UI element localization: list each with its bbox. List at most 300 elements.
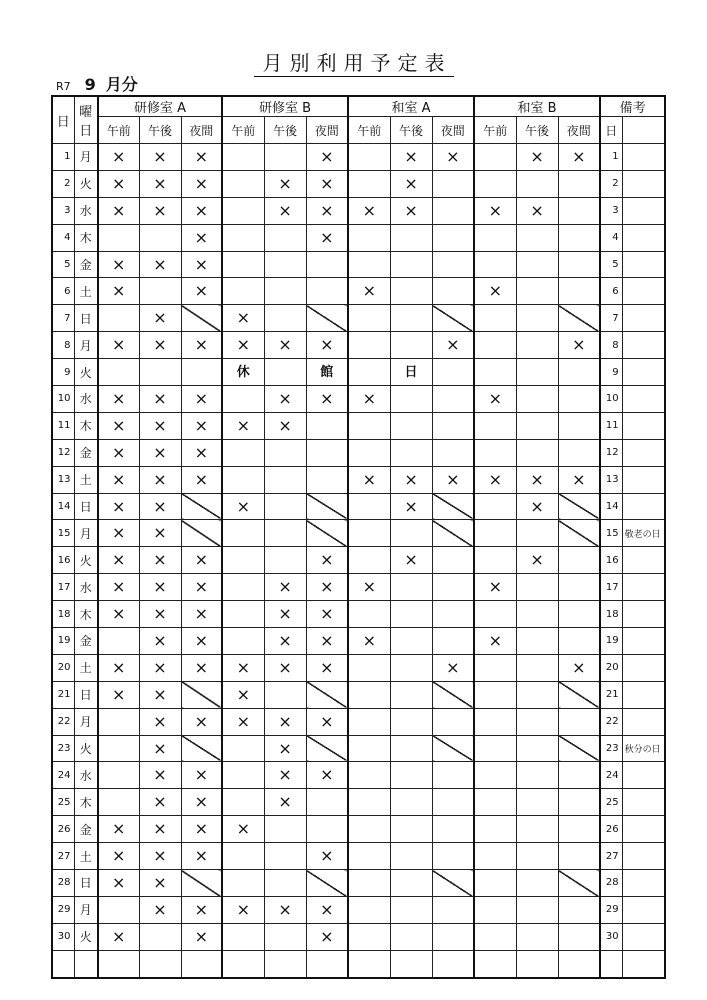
empty-slot [98, 708, 139, 735]
booked-mark: × [98, 466, 139, 493]
booked-mark: × [306, 574, 348, 601]
day-number: 9 [52, 359, 74, 386]
booked-mark: × [222, 708, 264, 735]
booked-mark: × [139, 654, 181, 681]
booked-mark: × [432, 144, 474, 171]
note-text [622, 574, 665, 601]
day-number: 20 [52, 654, 74, 681]
booked-mark: × [516, 466, 558, 493]
day-number: 8 [52, 332, 74, 359]
empty-slot [348, 950, 390, 977]
note-text [622, 170, 665, 197]
empty-slot [222, 224, 264, 251]
empty-slot [432, 950, 474, 977]
day-number: 6 [52, 278, 74, 305]
booked-mark: × [139, 762, 181, 789]
weekday: 土 [74, 278, 98, 305]
booked-mark: × [348, 466, 390, 493]
schedule-row [52, 574, 665, 601]
empty-slot [222, 520, 264, 547]
booked-mark: × [181, 628, 222, 655]
unavailable-slash [432, 493, 474, 520]
empty-slot [139, 950, 181, 977]
unavailable-slash [432, 681, 474, 708]
empty-slot [558, 601, 600, 628]
empty-slot [390, 843, 432, 870]
note-text [622, 251, 665, 278]
empty-slot [432, 224, 474, 251]
booked-mark: × [181, 144, 222, 171]
empty-slot [516, 170, 558, 197]
empty-slot [264, 493, 306, 520]
empty-slot [264, 144, 306, 171]
note-text [622, 278, 665, 305]
notes-day-number: 10 [600, 386, 622, 413]
weekday: 金 [74, 628, 98, 655]
notes-day-number: 11 [600, 412, 622, 439]
day-number: 15 [52, 520, 74, 547]
booked-mark: × [98, 412, 139, 439]
note-text [622, 789, 665, 816]
schedule-row [52, 735, 665, 762]
booked-mark: × [98, 923, 139, 950]
note-text [622, 305, 665, 332]
unavailable-slash [181, 493, 222, 520]
booked-mark: × [264, 628, 306, 655]
booked-mark: × [139, 439, 181, 466]
empty-slot [516, 224, 558, 251]
notes-text-header [622, 117, 665, 144]
empty-slot [264, 681, 306, 708]
booked-mark: × [306, 762, 348, 789]
empty-slot [558, 762, 600, 789]
note-text [622, 843, 665, 870]
weekday: 水 [74, 574, 98, 601]
booked-mark: × [390, 197, 432, 224]
empty-slot [348, 708, 390, 735]
booked-mark: × [181, 654, 222, 681]
empty-slot [348, 654, 390, 681]
day-number: 18 [52, 601, 74, 628]
day-number: 27 [52, 843, 74, 870]
weekday: 日 [74, 493, 98, 520]
notes-day-number [600, 950, 622, 977]
booked-mark: × [264, 735, 306, 762]
booked-mark: × [306, 654, 348, 681]
booked-mark: × [558, 332, 600, 359]
unavailable-slash [558, 305, 600, 332]
empty-slot [558, 386, 600, 413]
unavailable-slash [306, 305, 348, 332]
empty-slot [222, 870, 264, 897]
booked-mark: × [98, 601, 139, 628]
period-label [56, 72, 138, 94]
schedule-row [52, 386, 665, 413]
empty-slot [474, 224, 516, 251]
note-text [622, 197, 665, 224]
booked-mark: × [222, 681, 264, 708]
empty-slot [474, 789, 516, 816]
empty-slot [432, 574, 474, 601]
empty-slot [306, 278, 348, 305]
booked-mark: × [181, 574, 222, 601]
booked-mark: × [222, 816, 264, 843]
empty-slot [264, 305, 306, 332]
era-label: R7 [56, 80, 71, 93]
notes-day-number: 12 [600, 439, 622, 466]
schedule-row [52, 197, 665, 224]
weekday [74, 950, 98, 977]
weekday: 木 [74, 412, 98, 439]
booked-mark: × [181, 816, 222, 843]
empty-slot [558, 278, 600, 305]
notes-day-number: 25 [600, 789, 622, 816]
booked-mark: × [98, 197, 139, 224]
empty-slot [222, 601, 264, 628]
weekday: 金 [74, 816, 98, 843]
booked-mark: × [139, 412, 181, 439]
empty-slot [432, 789, 474, 816]
empty-slot [264, 359, 306, 386]
booked-mark: × [558, 144, 600, 171]
empty-slot [98, 950, 139, 977]
notes-day-number: 6 [600, 278, 622, 305]
weekday: 火 [74, 547, 98, 574]
empty-slot [474, 762, 516, 789]
empty-slot [348, 789, 390, 816]
empty-slot [348, 412, 390, 439]
empty-slot [432, 923, 474, 950]
booked-mark: × [264, 762, 306, 789]
empty-slot [432, 762, 474, 789]
booked-mark: × [222, 305, 264, 332]
empty-slot [516, 628, 558, 655]
booked-mark: × [181, 601, 222, 628]
unavailable-slash [558, 870, 600, 897]
booked-mark: × [181, 412, 222, 439]
closed-label: 休 [222, 359, 264, 386]
empty-slot [516, 278, 558, 305]
notes-day-number: 23 [600, 735, 622, 762]
empty-slot [306, 412, 348, 439]
empty-slot [558, 439, 600, 466]
empty-slot [348, 547, 390, 574]
booked-mark: × [264, 896, 306, 923]
empty-slot [516, 950, 558, 977]
day-number: 10 [52, 386, 74, 413]
schedule-table [51, 95, 666, 979]
schedule-row [52, 520, 665, 547]
day-number [52, 950, 74, 977]
empty-slot [474, 144, 516, 171]
empty-slot [432, 170, 474, 197]
note-text [622, 493, 665, 520]
empty-slot [516, 654, 558, 681]
empty-slot [264, 439, 306, 466]
empty-slot [558, 359, 600, 386]
booked-mark: × [516, 547, 558, 574]
weekday: 木 [74, 789, 98, 816]
empty-slot [516, 601, 558, 628]
booked-mark: × [306, 386, 348, 413]
booked-mark: × [181, 708, 222, 735]
note-text [622, 386, 665, 413]
booked-mark: × [516, 197, 558, 224]
booked-mark: × [139, 170, 181, 197]
schedule-row [52, 681, 665, 708]
note-text [622, 923, 665, 950]
empty-slot [348, 735, 390, 762]
weekday: 土 [74, 654, 98, 681]
empty-slot [474, 870, 516, 897]
empty-slot [222, 278, 264, 305]
month-number: 9 [84, 75, 96, 94]
booked-mark: × [306, 224, 348, 251]
booked-mark: × [474, 197, 516, 224]
booked-mark: × [432, 654, 474, 681]
empty-slot [390, 816, 432, 843]
empty-slot [181, 359, 222, 386]
empty-slot [139, 224, 181, 251]
empty-slot [264, 466, 306, 493]
period-header: 午後 [516, 117, 558, 144]
schedule-row [52, 762, 665, 789]
unavailable-slash [306, 681, 348, 708]
empty-slot [432, 197, 474, 224]
booked-mark: × [139, 816, 181, 843]
booked-mark: × [348, 574, 390, 601]
empty-slot [390, 789, 432, 816]
booked-mark: × [181, 332, 222, 359]
note-text [622, 412, 665, 439]
empty-slot [390, 950, 432, 977]
empty-slot [348, 923, 390, 950]
empty-slot [348, 843, 390, 870]
booked-mark: × [222, 412, 264, 439]
booked-mark: × [181, 466, 222, 493]
empty-slot [432, 843, 474, 870]
empty-slot [348, 170, 390, 197]
unavailable-slash [181, 870, 222, 897]
booked-mark: × [306, 170, 348, 197]
weekday: 火 [74, 923, 98, 950]
closed-label: 日 [390, 359, 432, 386]
notes-day-number: 29 [600, 896, 622, 923]
empty-slot [222, 628, 264, 655]
empty-slot [474, 547, 516, 574]
period-header: 夜間 [306, 117, 348, 144]
empty-slot [264, 950, 306, 977]
empty-slot [558, 574, 600, 601]
notes-day-number: 19 [600, 628, 622, 655]
booked-mark: × [222, 896, 264, 923]
empty-slot [306, 816, 348, 843]
booked-mark: × [98, 681, 139, 708]
empty-slot [474, 896, 516, 923]
room-header: 研修室 B [222, 96, 348, 117]
unavailable-slash [306, 735, 348, 762]
empty-slot [558, 251, 600, 278]
booked-mark: × [98, 574, 139, 601]
empty-slot [348, 493, 390, 520]
booked-mark: × [139, 628, 181, 655]
booked-mark: × [306, 896, 348, 923]
booked-mark: × [139, 843, 181, 870]
empty-slot [348, 144, 390, 171]
weekday: 月 [74, 332, 98, 359]
note-text [622, 144, 665, 171]
booked-mark: × [181, 197, 222, 224]
booked-mark: × [139, 251, 181, 278]
empty-slot [98, 305, 139, 332]
empty-slot [222, 923, 264, 950]
notes-day-number: 4 [600, 224, 622, 251]
weekday: 水 [74, 762, 98, 789]
empty-slot [222, 574, 264, 601]
booked-mark: × [264, 412, 306, 439]
empty-slot [516, 896, 558, 923]
empty-slot [432, 816, 474, 843]
schedule-row [52, 708, 665, 735]
schedule-row [52, 493, 665, 520]
empty-slot [432, 251, 474, 278]
empty-slot [139, 923, 181, 950]
empty-slot [306, 466, 348, 493]
booked-mark: × [98, 547, 139, 574]
unavailable-slash [432, 305, 474, 332]
booked-mark: × [139, 305, 181, 332]
unavailable-slash [306, 493, 348, 520]
note-text [622, 896, 665, 923]
weekday: 土 [74, 843, 98, 870]
schedule-row [52, 332, 665, 359]
booked-mark: × [181, 278, 222, 305]
day-number: 1 [52, 144, 74, 171]
empty-slot [222, 170, 264, 197]
note-text: 敬老の日 [622, 520, 665, 547]
empty-slot [348, 520, 390, 547]
booked-mark: × [474, 386, 516, 413]
empty-slot [222, 197, 264, 224]
booked-mark: × [139, 789, 181, 816]
empty-slot [222, 251, 264, 278]
notes-day-number: 3 [600, 197, 622, 224]
day-number: 22 [52, 708, 74, 735]
empty-slot [348, 681, 390, 708]
empty-slot [390, 332, 432, 359]
weekday: 水 [74, 197, 98, 224]
empty-slot [432, 359, 474, 386]
empty-slot [348, 870, 390, 897]
booked-mark: × [348, 628, 390, 655]
empty-slot [516, 708, 558, 735]
empty-slot [474, 439, 516, 466]
booked-mark: × [98, 520, 139, 547]
period-header: 午後 [264, 117, 306, 144]
empty-slot [474, 816, 516, 843]
notes-day-number: 28 [600, 870, 622, 897]
note-text [622, 681, 665, 708]
empty-slot [474, 654, 516, 681]
page-title: 月別利用予定表 [0, 47, 707, 76]
booked-mark: × [390, 170, 432, 197]
booked-mark: × [181, 224, 222, 251]
empty-slot [474, 708, 516, 735]
empty-slot [558, 412, 600, 439]
empty-slot [516, 816, 558, 843]
room-header: 和室 B [474, 96, 600, 117]
weekday-header: 曜日 [74, 96, 98, 144]
booked-mark: × [139, 386, 181, 413]
notes-day-number: 5 [600, 251, 622, 278]
empty-slot [390, 251, 432, 278]
day-number: 11 [52, 412, 74, 439]
empty-slot [222, 439, 264, 466]
booked-mark: × [432, 466, 474, 493]
weekday: 火 [74, 170, 98, 197]
day-number: 30 [52, 923, 74, 950]
unavailable-slash [306, 870, 348, 897]
unavailable-slash [181, 305, 222, 332]
booked-mark: × [558, 466, 600, 493]
schedule-row [52, 224, 665, 251]
schedule-row [52, 896, 665, 923]
schedule-row [52, 789, 665, 816]
unavailable-slash [432, 870, 474, 897]
notes-day-number: 2 [600, 170, 622, 197]
booked-mark: × [306, 144, 348, 171]
weekday: 火 [74, 359, 98, 386]
schedule-row [52, 547, 665, 574]
booked-mark: × [348, 197, 390, 224]
empty-slot [474, 520, 516, 547]
note-text [622, 816, 665, 843]
booked-mark: × [98, 144, 139, 171]
empty-slot [558, 708, 600, 735]
empty-slot [222, 466, 264, 493]
booked-mark: × [348, 278, 390, 305]
note-text [622, 708, 665, 735]
booked-mark: × [139, 332, 181, 359]
notes-day-number: 1 [600, 144, 622, 171]
empty-slot [348, 332, 390, 359]
notes-day-number: 20 [600, 654, 622, 681]
note-text [622, 950, 665, 977]
empty-slot [390, 654, 432, 681]
booked-mark: × [139, 681, 181, 708]
empty-slot [222, 386, 264, 413]
notes-day-number: 27 [600, 843, 622, 870]
booked-mark: × [139, 574, 181, 601]
empty-slot [390, 870, 432, 897]
weekday: 木 [74, 601, 98, 628]
booked-mark: × [181, 762, 222, 789]
weekday: 月 [74, 144, 98, 171]
notes-day-number: 17 [600, 574, 622, 601]
booked-mark: × [390, 547, 432, 574]
empty-slot [558, 896, 600, 923]
empty-slot [390, 601, 432, 628]
empty-slot [348, 359, 390, 386]
unavailable-slash [558, 520, 600, 547]
booked-mark: × [516, 493, 558, 520]
notes-day-number: 8 [600, 332, 622, 359]
day-number: 16 [52, 547, 74, 574]
booked-mark: × [98, 386, 139, 413]
empty-slot [432, 601, 474, 628]
booked-mark: × [181, 386, 222, 413]
booked-mark: × [139, 493, 181, 520]
